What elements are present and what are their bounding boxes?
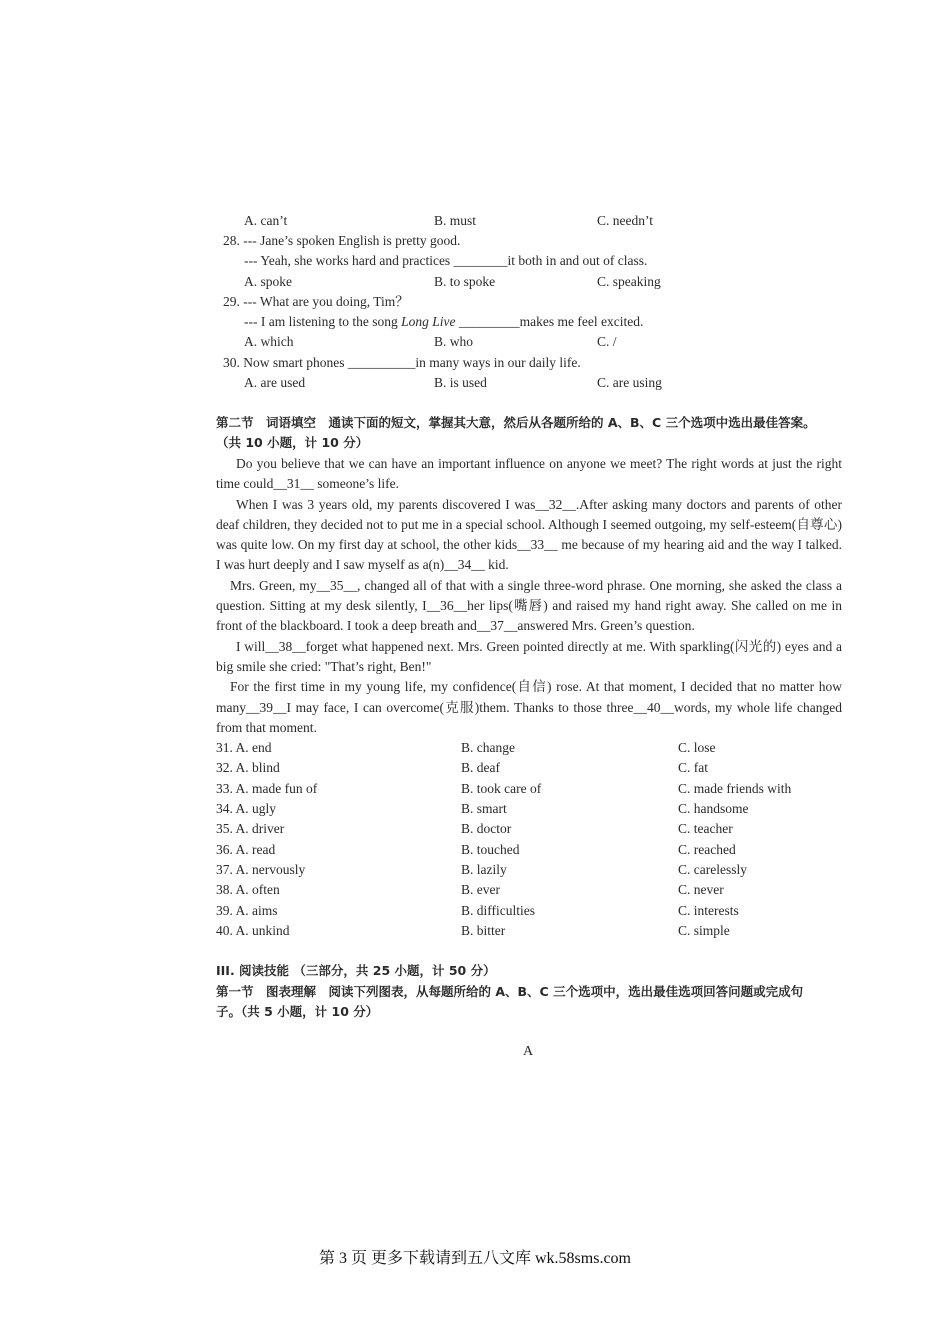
- q28-option-a: A. spoke: [244, 274, 292, 289]
- section3-title: III. 阅读技能 （三部分，共 25 小题，计 50 分）: [216, 963, 496, 978]
- q30-option-c: C. are using: [597, 375, 662, 390]
- choice-40-c: C. simple: [678, 923, 730, 938]
- passage-paragraph-2: When I was 3 years old, my parents discovered I was__32__.After asking many doctors and parents of other deaf children, they decided not to put me in a special school. Although I seemed outgoing, my self-esteem(自尊心) was quite low. On my first day at school, the other kids__33__ me because of my hearing aid and the way I talked. I was hurt deeply and I saw myself as a(n)__34__ kid.: [216, 496, 842, 573]
- choice-39-a: 39. A. aims: [216, 903, 278, 918]
- q29-option-c: C. /: [597, 334, 617, 349]
- passage-paragraph-5: For the first time in my young life, my confidence(自信) rose. At that moment, I decided that no matter how many__39__I may face, I can overcome(克服)them. Thanks to those three__40__words, my whole life changed from that moment.: [216, 679, 842, 735]
- part-label: A: [522, 1044, 534, 1059]
- page-footer: 第 3 页 更多下载请到五八文库 wk.58sms.com: [318, 1250, 631, 1267]
- choice-36-a: 36. A. read: [216, 842, 276, 857]
- choice-33-b: B. took care of: [461, 781, 542, 796]
- choice-34-b: B. smart: [461, 801, 507, 816]
- choice-35-c: C. teacher: [678, 821, 733, 836]
- q30-stem: 30. Now smart phones __________in many ways in our daily life.: [223, 355, 581, 370]
- choice-32-b: B. deaf: [461, 760, 500, 775]
- choice-33-a: 33. A. made fun of: [216, 781, 318, 796]
- choice-37-b: B. lazily: [461, 862, 507, 877]
- q29-line2: --- I am listening to the song Long Live _________makes me feel excited.: [244, 314, 644, 329]
- choice-36-b: B. touched: [461, 842, 520, 857]
- choice-34-a: 34. A. ugly: [216, 801, 277, 816]
- choice-35-b: B. doctor: [461, 821, 512, 836]
- choice-36-c: C. reached: [678, 842, 736, 857]
- choice-35-a: 35. A. driver: [216, 821, 285, 836]
- q28-option-c: C. speaking: [597, 274, 661, 289]
- q28-stem: 28. --- Jane’s spoken English is pretty good.: [223, 233, 461, 248]
- q30-option-a: A. are used: [244, 375, 306, 390]
- choice-31-a: 31. A. end: [216, 740, 272, 755]
- choice-40-b: B. bitter: [461, 923, 506, 938]
- q27-option-b: B. must: [434, 213, 477, 228]
- choice-33-c: C. made friends with: [678, 781, 792, 796]
- q27-option-a: A. can’t: [244, 213, 288, 228]
- choice-32-c: C. fat: [678, 760, 708, 775]
- choice-38-c: C. never: [678, 882, 724, 897]
- choice-40-a: 40. A. unkind: [216, 923, 290, 938]
- passage-paragraph-3: Mrs. Green, my__35__, changed all of that with a single three-word phrase. One morning, she asked the class a question. Sitting at my desk silently, I__36__her lips(嘴唇) and raised my hand right away. She called on me in front of the blackboard. I took a deep breath and__37__answered Mrs. Green’s question.: [216, 577, 842, 634]
- choice-37-c: C. carelessly: [678, 862, 747, 877]
- q28-option-b: B. to spoke: [434, 274, 496, 289]
- q29-stem: 29. --- What are you doing, Tim？: [223, 294, 409, 309]
- section2-heading: 第二节 词语填空 通读下面的短文，掌握其大意，然后从各题所给的 A、B、C 三个选项中选出最佳答案。: [216, 415, 816, 430]
- choice-39-b: B. difficulties: [461, 903, 535, 918]
- choice-39-c: C. interests: [678, 903, 739, 918]
- choice-32-a: 32. A. blind: [216, 760, 280, 775]
- q29-option-a: A. which: [244, 334, 294, 349]
- q29-option-b: B. who: [434, 334, 474, 349]
- passage: [216, 454, 842, 738]
- passage-paragraph-1: Do you believe that we can have an important influence on anyone we meet? The right words at just the right time could__31__ someone’s life.: [216, 456, 842, 492]
- section3-subheading-count: 子。（共 5 小题，计 10 分）: [216, 1004, 379, 1019]
- passage-paragraph-4: I will__38__forget what happened next. Mrs. Green pointed directly at me. With sparkling(闪光的) eyes and a big smile she cried: "That’s right, Ben!": [216, 638, 842, 674]
- section3-subheading: 第一节 图表理解 阅读下列图表，从每题所给的 A、B、C 三个选项中，选出最佳选项回答问题或完成句: [216, 984, 804, 999]
- choice-37-a: 37. A. nervously: [216, 862, 306, 877]
- q27-option-c: C. needn’t: [597, 213, 653, 228]
- choice-38-a: 38. A. often: [216, 882, 280, 897]
- choice-38-b: B. ever: [461, 882, 500, 897]
- choice-31-b: B. change: [461, 740, 515, 755]
- q28-line2: --- Yeah, she works hard and practices ________it both in and out of class.: [244, 253, 648, 268]
- choice-31-c: C. lose: [678, 740, 716, 755]
- choice-34-c: C. handsome: [678, 801, 749, 816]
- section2-heading-count: （共 10 小题，计 10 分）: [216, 435, 369, 450]
- q30-option-b: B. is used: [434, 375, 487, 390]
